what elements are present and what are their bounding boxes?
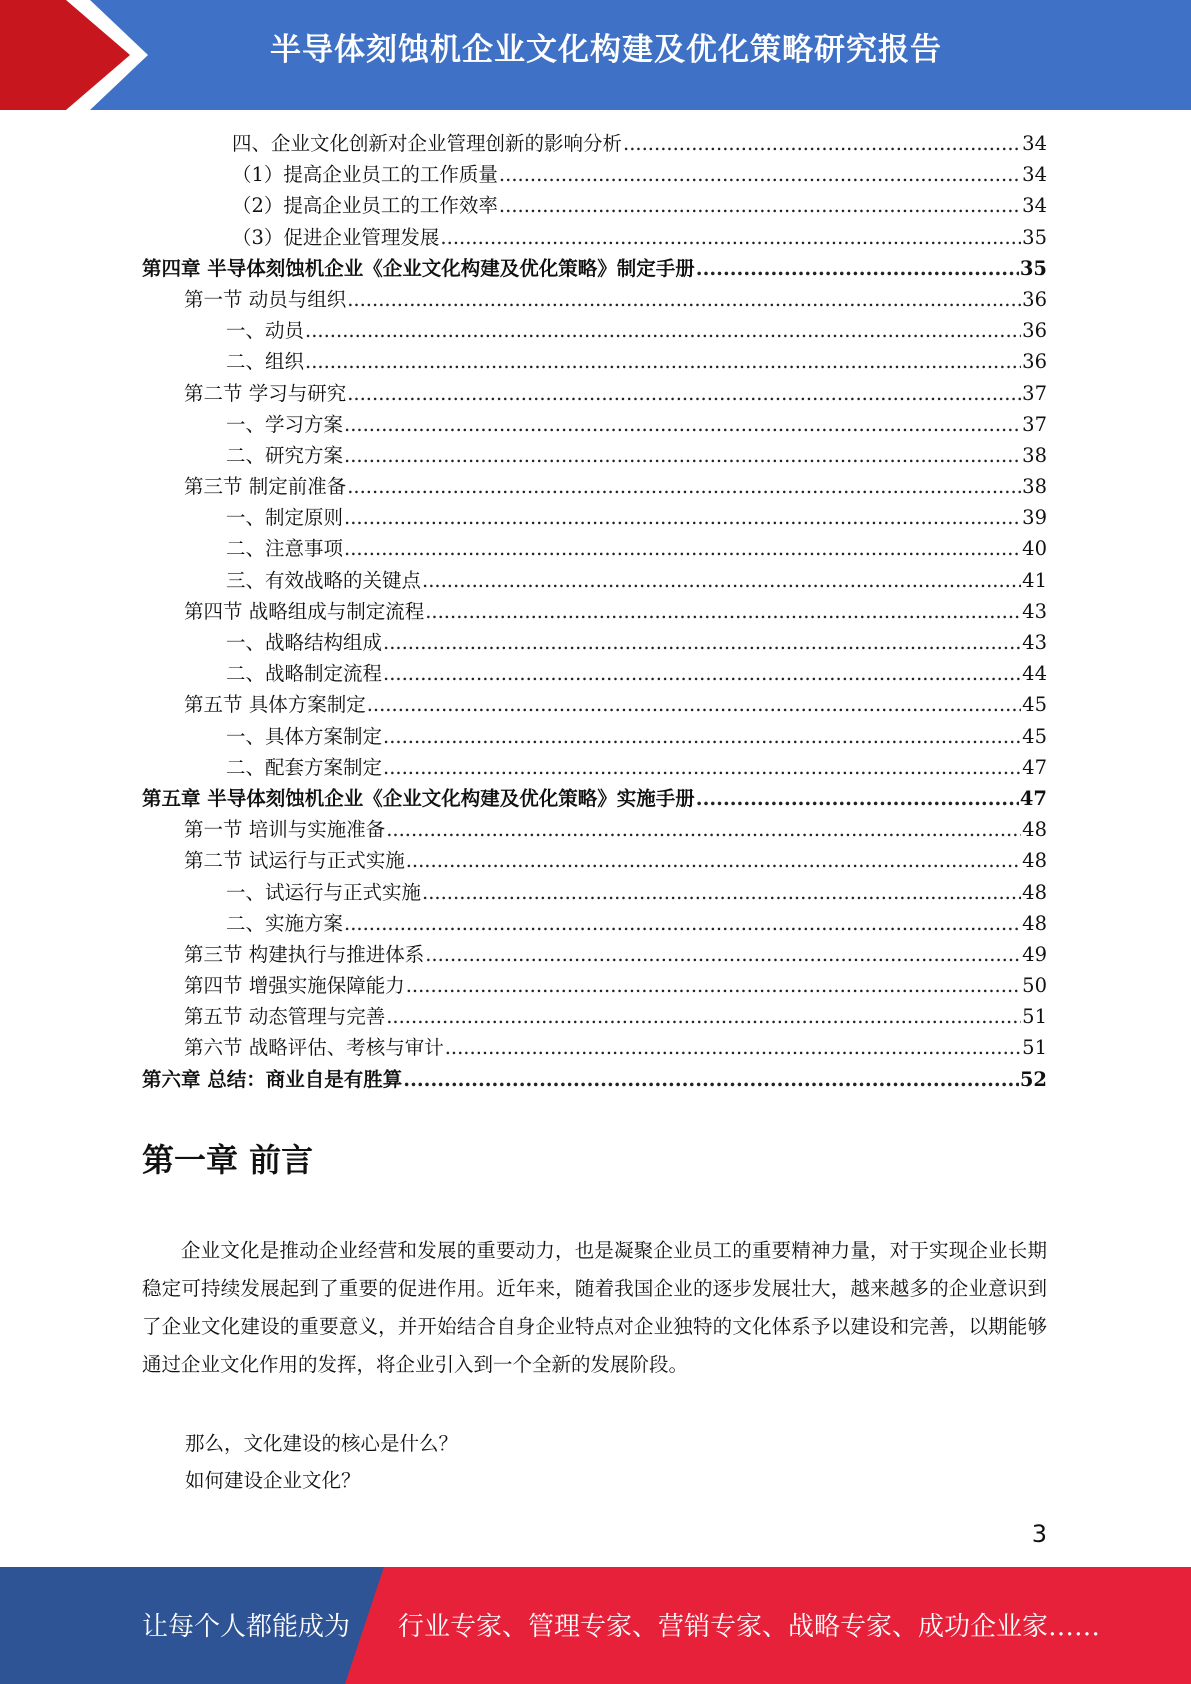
toc-entry-title: （2）提高企业员工的工作效率 xyxy=(232,194,498,218)
toc-entry[interactable] xyxy=(142,128,1047,159)
toc-leader-dots xyxy=(422,877,1021,908)
toc-entry[interactable] xyxy=(142,346,1047,377)
toc-leader-dots xyxy=(445,1032,1021,1063)
toc-entry-page: 48 xyxy=(1022,880,1047,904)
toc-entry-title: 第四节 增强实施保障能力 xyxy=(184,974,405,998)
toc-entry-page: 39 xyxy=(1022,506,1047,530)
toc-entry-page: 43 xyxy=(1022,599,1047,623)
toc-entry-page: 35 xyxy=(1019,256,1047,280)
toc-entry[interactable] xyxy=(142,877,1047,908)
toc-entry-page: 36 xyxy=(1022,319,1047,343)
toc-leader-dots xyxy=(367,689,1021,720)
toc-entry[interactable] xyxy=(142,658,1047,689)
page-footer xyxy=(0,1567,1191,1684)
toc-entry[interactable] xyxy=(142,689,1047,720)
toc-entry-title: 二、注意事项 xyxy=(226,537,344,561)
toc-entry-page: 51 xyxy=(1022,1036,1047,1060)
toc-entry[interactable] xyxy=(142,721,1047,752)
toc-entry-title: 第一节 动员与组织 xyxy=(184,287,347,311)
toc-entry[interactable] xyxy=(142,627,1047,658)
toc-entry[interactable] xyxy=(142,845,1047,876)
page-number: 3 xyxy=(1031,1520,1047,1548)
toc-entry-title: （3）促进企业管理发展 xyxy=(232,225,440,249)
toc-entry-title: 一、学习方案 xyxy=(226,412,344,436)
toc-entry-page: 49 xyxy=(1022,942,1047,966)
toc-leader-dots xyxy=(499,190,1021,221)
toc-entry[interactable] xyxy=(142,970,1047,1001)
toc-entry-page: 47 xyxy=(1019,786,1047,810)
toc-entry-page: 48 xyxy=(1022,849,1047,873)
toc-entry-page: 51 xyxy=(1022,1005,1047,1029)
toc-leader-dots xyxy=(440,222,1021,253)
toc-entry-title: 第六节 战略评估、考核与审计 xyxy=(184,1036,444,1060)
toc-leader-dots xyxy=(425,939,1021,970)
toc-entry-title: 一、动员 xyxy=(226,319,305,343)
toc-entry[interactable] xyxy=(142,783,1047,814)
toc-leader-dots xyxy=(386,1001,1021,1032)
toc-entry-page: 41 xyxy=(1022,568,1047,592)
toc-entry-title: 二、实施方案 xyxy=(226,911,344,935)
toc-entry-title: 第四章 半导体刻蚀机企业《企业文化构建及优化策略》制定手册 xyxy=(142,256,695,280)
toc-entry[interactable] xyxy=(142,222,1047,253)
toc-entry-title: 一、试运行与正式实施 xyxy=(226,880,422,904)
footer-slogan-left: 让每个人都能成为 xyxy=(142,1612,351,1642)
toc-entry-page: 38 xyxy=(1022,475,1047,499)
toc-entry-page: 36 xyxy=(1022,287,1047,311)
toc-entry[interactable] xyxy=(142,502,1047,533)
toc-entry-page: 36 xyxy=(1022,350,1047,374)
question-line: 那么，文化建设的核心是什么？ xyxy=(185,1432,459,1455)
toc-entry-page: 35 xyxy=(1022,225,1047,249)
header-title: 半导体刻蚀机企业文化构建及优化策略研究报告 xyxy=(270,32,942,68)
toc-entry-page: 37 xyxy=(1022,412,1047,436)
toc-entry-title: 第五节 具体方案制定 xyxy=(184,693,366,717)
toc-entry-title: 二、配套方案制定 xyxy=(226,755,383,779)
toc-entry-page: 43 xyxy=(1022,631,1047,654)
toc-entry-page: 52 xyxy=(1019,1067,1047,1091)
toc-entry-title: 二、战略制定流程 xyxy=(226,662,383,686)
toc-entry[interactable] xyxy=(142,596,1047,627)
toc-entry-title: 第二节 学习与研究 xyxy=(184,381,347,405)
toc-leader-dots xyxy=(344,533,1021,564)
toc-leader-dots xyxy=(305,346,1021,377)
toc-leader-dots xyxy=(696,253,1019,284)
toc-leader-dots xyxy=(344,409,1021,440)
toc-entry-page: 37 xyxy=(1022,381,1047,405)
toc-entry[interactable] xyxy=(142,1001,1047,1032)
toc-leader-dots xyxy=(406,970,1021,1001)
toc-entry[interactable] xyxy=(142,1064,1047,1095)
toc-entry[interactable] xyxy=(142,190,1047,221)
toc-entry-title: 一、具体方案制定 xyxy=(226,724,383,748)
toc-entry-title: 第二节 试运行与正式实施 xyxy=(184,849,405,873)
toc-entry[interactable] xyxy=(142,752,1047,783)
toc-leader-dots xyxy=(383,658,1021,689)
toc-entry-title: 二、组织 xyxy=(226,350,305,374)
toc-entry-title: 第一节 培训与实施准备 xyxy=(184,818,386,842)
toc-entry-page: 45 xyxy=(1022,724,1047,748)
table-of-contents xyxy=(142,128,1047,1095)
toc-entry-title: 第四节 战略组成与制定流程 xyxy=(184,599,425,623)
toc-entry-title: （1）提高企业员工的工作质量 xyxy=(232,163,498,187)
toc-leader-dots xyxy=(347,284,1021,315)
toc-leader-dots xyxy=(623,128,1021,159)
toc-entry[interactable] xyxy=(142,939,1047,970)
toc-entry-title: 第五节 动态管理与完善 xyxy=(184,1005,386,1029)
toc-entry-title: 一、制定原则 xyxy=(226,506,344,530)
toc-entry[interactable] xyxy=(142,440,1047,471)
question-line: 如何建设企业文化？ xyxy=(185,1469,361,1492)
toc-leader-dots xyxy=(347,378,1021,409)
toc-entry-page: 50 xyxy=(1022,974,1047,998)
toc-entry-page: 34 xyxy=(1022,163,1047,187)
toc-entry-page: 38 xyxy=(1022,443,1047,467)
toc-entry[interactable] xyxy=(142,159,1047,190)
toc-entry-page: 34 xyxy=(1022,132,1047,155)
toc-entry[interactable] xyxy=(142,378,1047,409)
toc-leader-dots xyxy=(696,783,1019,814)
toc-leader-dots xyxy=(344,908,1021,939)
toc-leader-dots xyxy=(386,814,1021,845)
toc-entry[interactable] xyxy=(142,814,1047,845)
toc-leader-dots xyxy=(305,315,1021,346)
toc-entry-page: 40 xyxy=(1022,537,1047,561)
toc-leader-dots xyxy=(383,721,1021,752)
toc-leader-dots xyxy=(347,471,1021,502)
toc-entry-title: 第五章 半导体刻蚀机企业《企业文化构建及优化策略》实施手册 xyxy=(142,786,695,810)
intro-paragraph: 企业文化是推动企业经营和发展的重要动力，也是凝聚企业员工的重要精神力量，对于实现企业长期稳定可持续发展起到了重要的促进作用。近年来，随着我国企业的逐步发展壮大，越来越多的企业意识到了企业文化建设的重要意义，并开始结合自身企业特点对企业独特的文化体系予以建设和完善，以期能够通过企业文化作用的发挥，将企业引入到一个全新的发展阶段。 xyxy=(142,1239,1047,1376)
toc-entry-title: 一、战略结构组成 xyxy=(226,631,383,654)
page-header xyxy=(0,0,1191,110)
chapter-title: 第一章 前言 xyxy=(142,1141,314,1179)
toc-entry-title: 四、企业文化创新对企业管理创新的影响分析 xyxy=(232,132,623,155)
toc-leader-dots xyxy=(344,440,1021,471)
toc-entry-page: 48 xyxy=(1022,911,1047,935)
toc-entry[interactable] xyxy=(142,565,1047,596)
toc-entry-page: 45 xyxy=(1022,693,1047,717)
toc-entry-title: 第三节 制定前准备 xyxy=(184,475,347,499)
toc-entry[interactable] xyxy=(142,471,1047,502)
toc-leader-dots xyxy=(344,502,1021,533)
toc-entry-page: 34 xyxy=(1022,194,1047,218)
toc-entry[interactable] xyxy=(142,284,1047,315)
toc-leader-dots xyxy=(425,596,1021,627)
toc-entry-page: 48 xyxy=(1022,818,1047,842)
toc-leader-dots xyxy=(422,565,1021,596)
toc-leader-dots xyxy=(383,752,1021,783)
toc-leader-dots xyxy=(499,159,1021,190)
toc-entry[interactable] xyxy=(142,409,1047,440)
toc-entry[interactable] xyxy=(142,253,1047,284)
toc-leader-dots xyxy=(383,627,1021,658)
toc-entry[interactable] xyxy=(142,1032,1047,1063)
toc-entry[interactable] xyxy=(142,533,1047,564)
footer-slogan-right: 行业专家、管理专家、营销专家、战略专家、成功企业家…… xyxy=(398,1612,1101,1642)
toc-entry-title: 第六章 总结：商业自是有胜算 xyxy=(142,1067,403,1091)
toc-entry[interactable] xyxy=(142,315,1047,346)
toc-entry-title: 二、研究方案 xyxy=(226,443,344,467)
toc-entry-title: 第三节 构建执行与推进体系 xyxy=(184,942,425,966)
toc-entry-page: 44 xyxy=(1022,662,1047,686)
toc-entry-page: 47 xyxy=(1022,755,1047,779)
toc-entry-title: 三、有效战略的关键点 xyxy=(226,568,422,592)
toc-entry[interactable] xyxy=(142,908,1047,939)
toc-leader-dots xyxy=(403,1064,1019,1095)
toc-leader-dots xyxy=(406,845,1021,876)
